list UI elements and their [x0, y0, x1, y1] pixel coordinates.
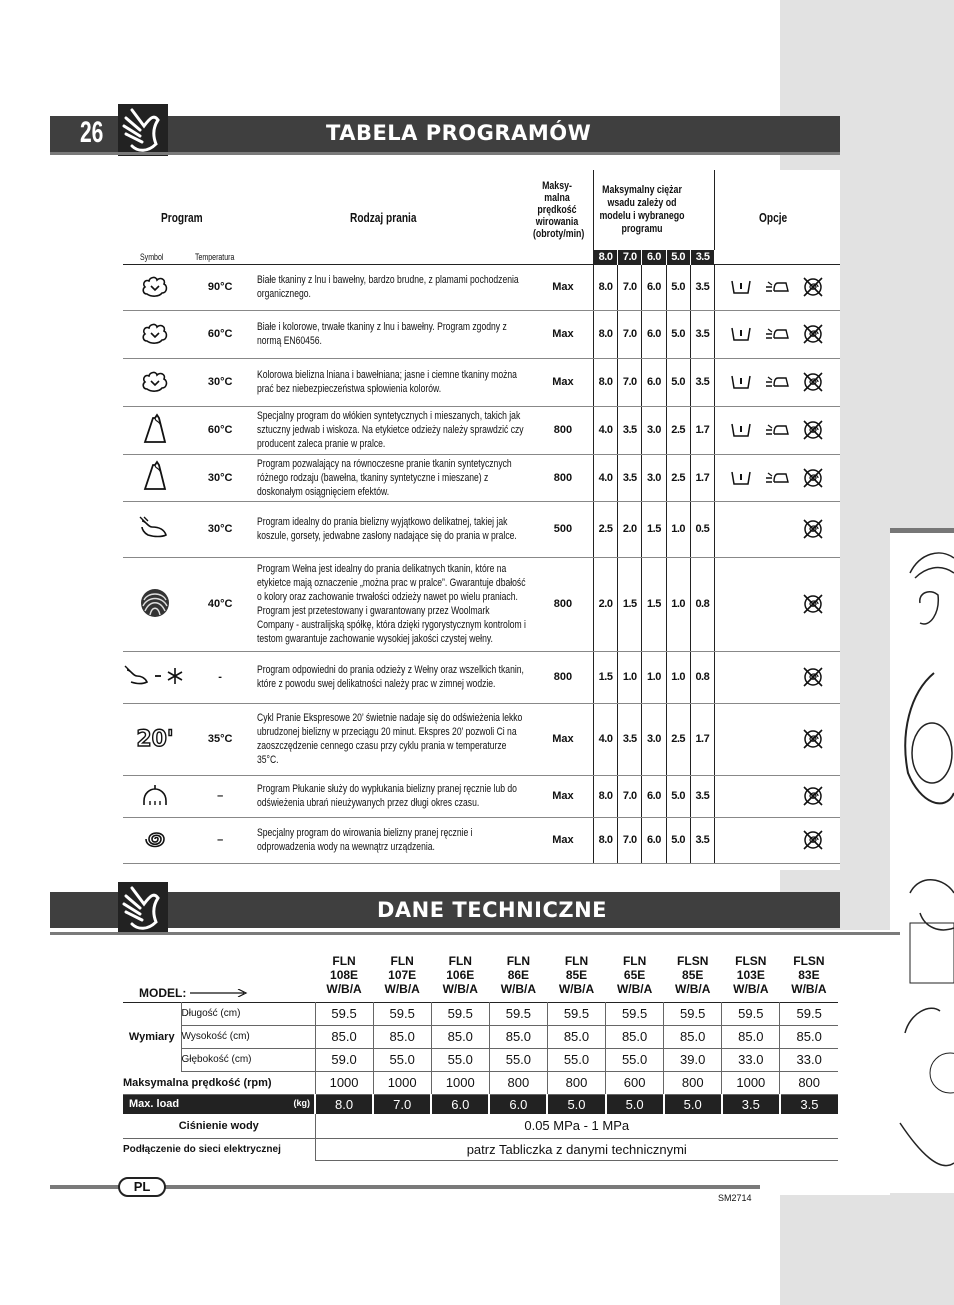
program-load: 2.0 — [593, 557, 617, 651]
program-description: Specjalny program do wirowania bielizny pranej ręcznie i odprowadzenia wody na wewnątrz urządzenia. — [257, 827, 473, 853]
program-load: 2.5 — [593, 501, 617, 557]
electric-value: patrz Tabliczka z danymi technicznymi — [315, 1138, 838, 1160]
program-load: 4.0 — [593, 406, 617, 454]
model-header: FLSN 85E W/B/A — [675, 953, 711, 996]
speed-value: 800 — [664, 1071, 722, 1094]
program-max-speed: 500 — [533, 501, 594, 557]
dimension-label: Wysokość (cm) — [181, 1031, 250, 1042]
no-spin-icon — [796, 523, 830, 535]
easy-iron-icon — [758, 471, 796, 483]
program-load: 3.5 — [690, 817, 714, 863]
program-load: 7.0 — [618, 264, 642, 310]
load-header: 7.0 — [618, 250, 642, 264]
col-temperature-header: Temperatura — [194, 251, 235, 262]
program-row — [123, 817, 840, 863]
express-20-icon: 20' — [136, 726, 174, 752]
program-load: 2.0 — [618, 501, 642, 557]
program-max-speed: Max — [533, 817, 594, 863]
no-spin-icon — [796, 733, 830, 745]
program-load: 5.0 — [666, 358, 690, 406]
program-load: 0.8 — [690, 557, 714, 651]
program-load: 3.5 — [618, 406, 642, 454]
no-spin-icon — [796, 671, 830, 683]
speed-value: 1000 — [315, 1071, 373, 1094]
tech-data-table — [123, 948, 838, 1161]
program-table-title: TABELA PROGRAMÓW — [326, 121, 592, 145]
program-description: Kolorowa bielizna lniana i bawełniana; jasne i ciemne tkaniny można prać bez niebezpieczeństwa spłowienia kolorów. — [257, 369, 518, 395]
program-row — [123, 775, 840, 817]
program-load: 6.0 — [642, 358, 666, 406]
cotton-icon — [141, 336, 169, 348]
program-load: 1.5 — [618, 557, 642, 651]
program-load: 7.0 — [618, 817, 642, 863]
program-max-speed: 800 — [533, 406, 594, 454]
program-temperature: 60°C — [187, 406, 253, 454]
depth-value: 39.0 — [664, 1048, 722, 1071]
depth-value: 33.0 — [780, 1048, 838, 1071]
cotton-icon — [141, 384, 169, 396]
program-description: Cykl Pranie Ekspresowe 20’ świetnie nadaje się do odświeżenia lekko ubrudzonej bielizny w przeciągu 20 minut. Ekspres 20’ pozwoli Ci na zaoszczędzenie cennego czasu przy cyklu prania w temperaturze 35°C. — [257, 712, 523, 766]
program-temperature: - — [187, 651, 253, 703]
depth-value: 33.0 — [722, 1048, 780, 1071]
no-spin-icon — [796, 281, 830, 293]
prewash-icon — [724, 328, 758, 340]
no-spin-icon — [796, 471, 830, 483]
pressure-value: 0.05 MPa - 1 MPa — [315, 1114, 838, 1138]
program-load: 3.0 — [642, 406, 666, 454]
program-load: 1.7 — [690, 703, 714, 775]
speed-value: 1000 — [722, 1071, 780, 1094]
program-description: Program odpowiedni do prania odzieży z Wełny oraz wszelkich tkanin, które z powodu swej delikatności należy prac w zimnej wodzie. — [257, 664, 525, 690]
program-load: 5.0 — [666, 817, 690, 863]
program-temperature: 30°C — [187, 501, 253, 557]
model-header: FLSN 83E W/B/A — [791, 953, 827, 996]
height-value: 85.0 — [547, 1025, 605, 1048]
no-spin-icon — [796, 376, 830, 388]
easy-iron-icon — [758, 424, 796, 436]
height-value: 85.0 — [722, 1025, 780, 1048]
load-header: 5.0 — [666, 250, 690, 264]
speed-value: 800 — [547, 1071, 605, 1094]
col-options-header: Opcje — [759, 209, 788, 225]
program-row — [123, 557, 840, 651]
program-load: 3.5 — [690, 264, 714, 310]
program-temperature: 60°C — [187, 310, 253, 358]
program-load: 6.0 — [642, 817, 666, 863]
max-load-value: 6.0 — [431, 1094, 489, 1114]
program-load: 0.5 — [690, 501, 714, 557]
no-spin-icon — [796, 834, 830, 846]
length-value: 59.5 — [315, 1002, 373, 1025]
program-max-speed: Max — [533, 358, 594, 406]
speed-value: 1000 — [431, 1071, 489, 1094]
length-value: 59.5 — [431, 1002, 489, 1025]
col-program-header: Program — [161, 209, 204, 225]
prewash-icon — [724, 376, 758, 388]
program-row — [123, 501, 840, 557]
program-row — [123, 358, 840, 406]
model-header: FLN 85E W/B/A — [558, 953, 595, 996]
length-value: 59.5 — [373, 1002, 431, 1025]
program-max-speed: 800 — [533, 557, 594, 651]
program-row — [123, 651, 840, 703]
model-header: FLSN 103E W/B/A — [733, 953, 769, 996]
program-temperature: 30°C — [187, 358, 253, 406]
program-load: 1.0 — [642, 651, 666, 703]
wool-icon — [138, 611, 172, 623]
washing-machine-illustration — [890, 528, 954, 1193]
model-header: FLN 106E W/B/A — [442, 953, 478, 996]
max-load-value: 3.5 — [780, 1094, 838, 1114]
arrow-right-icon — [190, 989, 248, 997]
program-max-speed: Max — [533, 264, 594, 310]
hand-cold-icon — [123, 679, 187, 691]
length-value: 59.5 — [547, 1002, 605, 1025]
program-load: 2.5 — [666, 406, 690, 454]
program-load: 3.0 — [642, 454, 666, 501]
program-load: 6.0 — [642, 264, 666, 310]
no-spin-icon — [796, 424, 830, 436]
height-value: 85.0 — [664, 1025, 722, 1048]
prewash-icon — [724, 424, 758, 436]
program-description: Białe i kolorowe, trwałe tkaniny z lnu i bawełny. Program zgodny z normą EN60456. — [257, 321, 507, 347]
program-row — [123, 310, 840, 358]
program-load: 5.0 — [666, 264, 690, 310]
program-row — [123, 703, 840, 775]
program-load: 7.0 — [618, 358, 642, 406]
max-load-value: 8.0 — [315, 1094, 373, 1114]
easy-iron-icon — [758, 328, 796, 340]
pressure-label: Ciśnienie wody — [178, 1119, 259, 1132]
program-load: 8.0 — [593, 264, 617, 310]
model-header: FLN 108E W/B/A — [326, 953, 362, 996]
program-description: Program Wełna jest idealny do prania delikatnych tkanin, które na etykietce mają oznaczenie „można prac w pralce”. Gwarantuje dbałość o kolory oraz zachowanie trwałości odzieży nawet po wielu praniach. Program jest przetestowany i gwarantowany przez Woolmark Company - australijską spółkę, która dzięki rygorystycznym kontrolom i testom gwarantuje zachowanie wysokiej jakości czystej wełny. — [257, 563, 527, 645]
height-value: 85.0 — [373, 1025, 431, 1048]
col-symbol-header: Symbol — [139, 251, 164, 262]
synthetic-icon — [141, 484, 169, 496]
program-load: 1.7 — [690, 406, 714, 454]
model-header: FLN 107E W/B/A — [384, 953, 420, 996]
program-max-speed: 800 — [533, 454, 594, 501]
program-table — [123, 170, 840, 864]
program-load: 1.5 — [593, 651, 617, 703]
length-value: 59.5 — [606, 1002, 664, 1025]
program-load: 5.0 — [666, 310, 690, 358]
program-temperature: 30°C — [187, 454, 253, 501]
depth-value: 59.0 — [315, 1048, 373, 1071]
delicate-icon — [138, 532, 172, 544]
program-load: 8.0 — [593, 817, 617, 863]
speed-value: 600 — [606, 1071, 664, 1094]
speed-label: Maksymalna prędkość (rpm) — [123, 1076, 272, 1089]
col-max-speed-header: Maksy-malna prędkość wirowania (obroty/min) — [532, 180, 585, 240]
program-max-speed: Max — [533, 775, 594, 817]
spin-icon — [142, 843, 168, 855]
hand-icon — [118, 882, 168, 934]
program-load: 7.0 — [618, 310, 642, 358]
program-load: 8.0 — [593, 310, 617, 358]
program-row — [123, 454, 840, 501]
max-load-value: 5.0 — [547, 1094, 605, 1114]
height-value: 85.0 — [315, 1025, 373, 1048]
no-spin-icon — [796, 790, 830, 802]
program-load: 8.0 — [593, 358, 617, 406]
program-temperature: – — [187, 817, 253, 863]
dimension-label: Długość (cm) — [181, 1008, 241, 1019]
max-load-value: 5.0 — [664, 1094, 722, 1114]
program-temperature: 90°C — [187, 264, 253, 310]
model-label: MODEL: — [139, 985, 187, 1000]
load-header: 8.0 — [593, 250, 617, 264]
program-load: 3.5 — [618, 703, 642, 775]
program-load: 8.0 — [593, 775, 617, 817]
tech-data-title: DANE TECHNICZNE — [377, 898, 608, 922]
model-header: FLN 65E W/B/A — [616, 953, 653, 996]
prewash-icon — [724, 281, 758, 293]
height-value: 85.0 — [431, 1025, 489, 1048]
program-load: 1.5 — [642, 501, 666, 557]
program-max-speed: 800 — [533, 651, 594, 703]
program-load: 3.5 — [690, 358, 714, 406]
load-header: 3.5 — [690, 250, 714, 264]
program-description: Program pozwalający na równoczesne pranie tkanin syntetycznych różnego rodzaju (bawełna, tkaniny syntetyczne i mieszane) z doskonałym osiągnięciem efektów. — [257, 457, 512, 498]
program-load: 1.5 — [642, 557, 666, 651]
program-description: Białe tkaniny z lnu i bawełny, bardzo brudne, z plamami pochodzenia organicznego. — [257, 274, 519, 300]
program-load: 4.0 — [593, 703, 617, 775]
easy-iron-icon — [758, 281, 796, 293]
length-value: 59.5 — [722, 1002, 780, 1025]
program-temperature: 40°C — [187, 557, 253, 651]
program-load: 1.0 — [666, 501, 690, 557]
no-spin-icon — [796, 328, 830, 340]
program-load: 3.0 — [642, 703, 666, 775]
program-description: Program Płukanie służy do wypłukania bielizny pranej ręcznie lub do odświeżenia ubrań nieużywanych przez długi okres czasu. — [257, 783, 518, 809]
program-description: Program idealny do prania bielizny wyjątkowo delikatnej, takiej jak koszule, gorsety, jedwabne zasłony nadające się do prania w pralce. — [257, 516, 518, 542]
program-load: 3.5 — [618, 454, 642, 501]
program-load: 0.8 — [690, 651, 714, 703]
program-load: 6.0 — [642, 310, 666, 358]
max-load-value: 7.0 — [373, 1094, 431, 1114]
program-load: 6.0 — [642, 775, 666, 817]
program-load: 3.5 — [690, 310, 714, 358]
program-load: 2.5 — [666, 703, 690, 775]
prewash-icon — [724, 471, 758, 483]
program-row — [123, 264, 840, 310]
max-load-value: 5.0 — [606, 1094, 664, 1114]
depth-value: 55.0 — [547, 1048, 605, 1071]
header-rule — [50, 152, 840, 155]
model-header: FLN 86E W/B/A — [500, 953, 537, 996]
program-load: 1.0 — [618, 651, 642, 703]
max-load-label: Max. load — [129, 1098, 180, 1111]
program-max-speed: Max — [533, 310, 594, 358]
program-temperature: – — [187, 775, 253, 817]
document-code: SM2714 — [718, 1193, 752, 1203]
program-load: 1.0 — [666, 557, 690, 651]
height-value: 85.0 — [489, 1025, 547, 1048]
program-temperature: 35°C — [187, 703, 253, 775]
depth-value: 55.0 — [373, 1048, 431, 1071]
length-value: 59.5 — [780, 1002, 838, 1025]
depth-value: 55.0 — [606, 1048, 664, 1071]
electric-label: Podłączenie do sieci elektrycznej — [123, 1143, 281, 1155]
language-badge: PL — [118, 1177, 166, 1197]
dimensions-label: Wymiary — [128, 1030, 175, 1043]
load-header: 6.0 — [642, 250, 666, 264]
no-spin-icon — [796, 598, 830, 610]
speed-value: 800 — [489, 1071, 547, 1094]
max-load-value: 6.0 — [489, 1094, 547, 1114]
program-load: 2.5 — [666, 454, 690, 501]
depth-value: 55.0 — [431, 1048, 489, 1071]
cotton-icon — [141, 289, 169, 301]
program-load: 5.0 — [666, 775, 690, 817]
max-load-unit: (kg) — [293, 1098, 310, 1109]
speed-value: 1000 — [373, 1071, 431, 1094]
length-value: 59.5 — [489, 1002, 547, 1025]
easy-iron-icon — [758, 376, 796, 388]
program-description: Specjalny program do włókien syntetycznych i mieszanych, takich jak sztuczny jedwab i wiskoza. Na etykietce odzieży należy sprawdzić czy producent zaleca pranie w pralce. — [257, 410, 524, 450]
dimension-label: Głębokość (cm) — [181, 1054, 252, 1065]
program-load: 1.0 — [666, 651, 690, 703]
program-max-speed: Max — [533, 703, 594, 775]
header-rule — [50, 932, 900, 935]
program-load: 7.0 — [618, 775, 642, 817]
program-row — [123, 406, 840, 454]
length-value: 59.5 — [664, 1002, 722, 1025]
col-max-load-header: Maksymalny ciężar wsadu zależy od modelu i wybranego programu — [599, 184, 685, 235]
speed-value: 800 — [780, 1071, 838, 1094]
program-load: 3.5 — [690, 775, 714, 817]
max-load-value: 3.5 — [722, 1094, 780, 1114]
program-load: 4.0 — [593, 454, 617, 501]
depth-value: 55.0 — [489, 1048, 547, 1071]
page-number: 26 — [80, 116, 104, 149]
height-value: 85.0 — [780, 1025, 838, 1048]
program-load: 1.7 — [690, 454, 714, 501]
height-value: 85.0 — [606, 1025, 664, 1048]
synthetic-icon — [141, 437, 169, 449]
hand-icon — [118, 104, 168, 156]
col-wash-type-header: Rodzaj prania — [350, 209, 417, 225]
rinse-icon — [140, 798, 170, 810]
